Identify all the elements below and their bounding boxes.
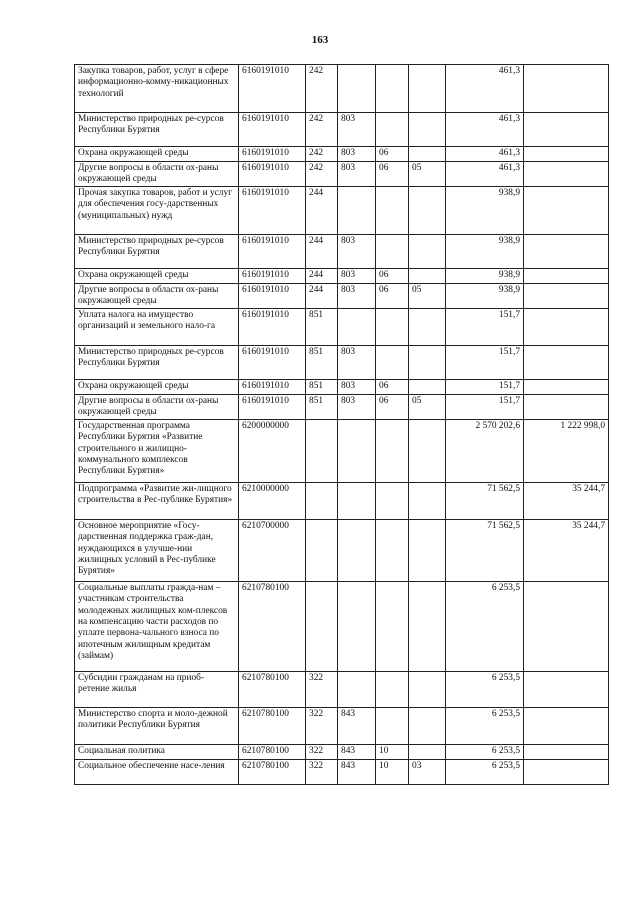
amount-cell: 151,7	[446, 379, 524, 394]
section-cell: 06	[376, 147, 409, 162]
section-cell: 10	[376, 744, 409, 759]
ministry-code-cell: 803	[338, 113, 376, 147]
target-article-cell: 6160191010	[239, 186, 306, 234]
amount-cell: 938,9	[446, 186, 524, 234]
amount-second-cell	[524, 581, 609, 671]
subsection-cell	[409, 147, 446, 162]
amount-cell: 461,3	[446, 162, 524, 187]
ministry-code-cell: 843	[338, 759, 376, 784]
row-name-cell: Охрана окружающей среды	[75, 147, 239, 162]
table-row	[75, 671, 609, 707]
amount-second-cell	[524, 147, 609, 162]
table-row	[75, 759, 609, 784]
target-article-cell: 6210780100	[239, 759, 306, 784]
ministry-code-cell: 803	[338, 379, 376, 394]
row-name-cell: Другие вопросы в области ох-раны окружающей среды	[75, 394, 239, 419]
row-name-cell: Министерство природных ре-сурсов Республики Бурятия	[75, 345, 239, 379]
amount-second-cell: 35 244,7	[524, 519, 609, 581]
section-cell	[376, 707, 409, 744]
target-article-cell: 6210780100	[239, 707, 306, 744]
amount-cell: 151,7	[446, 345, 524, 379]
table-row	[75, 379, 609, 394]
target-article-cell: 6160191010	[239, 113, 306, 147]
expense-type-cell: 322	[306, 744, 338, 759]
table-row	[75, 345, 609, 379]
ministry-code-cell	[338, 671, 376, 707]
expense-type-cell: 242	[306, 65, 338, 113]
amount-second-cell	[524, 394, 609, 419]
table-row	[75, 186, 609, 234]
table-row	[75, 234, 609, 268]
amount-second-cell	[524, 379, 609, 394]
section-cell	[376, 65, 409, 113]
expense-type-cell: 244	[306, 283, 338, 308]
subsection-cell	[409, 419, 446, 482]
row-name-cell: Подпрограмма «Развитие жи-лищного строительства в Рес-публике Бурятия»	[75, 482, 239, 519]
subsection-cell	[409, 234, 446, 268]
amount-cell: 2 570 202,6	[446, 419, 524, 482]
subsection-cell	[409, 707, 446, 744]
table-row	[75, 113, 609, 147]
subsection-cell	[409, 581, 446, 671]
table-row	[75, 707, 609, 744]
row-name-cell: Охрана окружающей среды	[75, 268, 239, 283]
amount-cell: 71 562,5	[446, 519, 524, 581]
row-name-cell: Основное мероприятие «Госу-дарственная поддержка граж-дан, нуждающихся в улучше-нии жилищных условий в Рес-публике Бурятия»	[75, 519, 239, 581]
budget-table	[74, 64, 609, 785]
row-name-cell: Министерство природных ре-сурсов Республики Бурятия	[75, 234, 239, 268]
subsection-cell	[409, 482, 446, 519]
target-article-cell: 6210780100	[239, 581, 306, 671]
row-name-cell: Социальные выплаты гражда-нам – участникам строительства молодежных жилищных ком-плексов на компенсацию части расходов по уплате первона-чального взноса по ипотечным жилищным кредитам (займам)	[75, 581, 239, 671]
amount-second-cell	[524, 234, 609, 268]
table-row	[75, 268, 609, 283]
table-row	[75, 394, 609, 419]
table-row	[75, 744, 609, 759]
subsection-cell	[409, 113, 446, 147]
section-cell: 06	[376, 379, 409, 394]
amount-second-cell	[524, 345, 609, 379]
amount-cell: 461,3	[446, 147, 524, 162]
row-name-cell: Прочая закупка товаров, работ и услуг для обеспечения госу-дарственных (муниципальных) нужд	[75, 186, 239, 234]
amount-second-cell	[524, 65, 609, 113]
amount-second-cell	[524, 744, 609, 759]
ministry-code-cell	[338, 519, 376, 581]
amount-second-cell: 35 244,7	[524, 482, 609, 519]
subsection-cell: 05	[409, 283, 446, 308]
target-article-cell: 6160191010	[239, 345, 306, 379]
subsection-cell: 05	[409, 394, 446, 419]
expense-type-cell: 851	[306, 308, 338, 345]
table-row	[75, 162, 609, 187]
section-cell: 06	[376, 283, 409, 308]
ministry-code-cell: 803	[338, 283, 376, 308]
row-name-cell: Государственная программа Республики Бурятия «Развитие строительного и жилищно-коммунального комплексов Республики Бурятия»	[75, 419, 239, 482]
table-row	[75, 65, 609, 113]
subsection-cell	[409, 379, 446, 394]
row-name-cell: Социальная политика	[75, 744, 239, 759]
ministry-code-cell: 803	[338, 394, 376, 419]
amount-cell: 938,9	[446, 268, 524, 283]
amount-cell: 6 253,5	[446, 707, 524, 744]
table-row	[75, 283, 609, 308]
amount-cell: 461,3	[446, 113, 524, 147]
target-article-cell: 6160191010	[239, 234, 306, 268]
page-number: 163	[311, 34, 329, 46]
ministry-code-cell	[338, 482, 376, 519]
table-row	[75, 581, 609, 671]
target-article-cell: 6160191010	[239, 394, 306, 419]
amount-cell: 938,9	[446, 234, 524, 268]
expense-type-cell	[306, 581, 338, 671]
amount-cell: 151,7	[446, 394, 524, 419]
table-row	[75, 308, 609, 345]
target-article-cell: 6160191010	[239, 147, 306, 162]
expense-type-cell: 851	[306, 379, 338, 394]
expense-type-cell	[306, 482, 338, 519]
row-name-cell: Социальное обеспечение насе-ления	[75, 759, 239, 784]
section-cell	[376, 345, 409, 379]
expense-type-cell: 244	[306, 268, 338, 283]
expense-type-cell: 242	[306, 147, 338, 162]
section-cell	[376, 519, 409, 581]
amount-cell: 71 562,5	[446, 482, 524, 519]
subsection-cell	[409, 65, 446, 113]
subsection-cell	[409, 744, 446, 759]
section-cell	[376, 419, 409, 482]
section-cell	[376, 113, 409, 147]
subsection-cell: 03	[409, 759, 446, 784]
section-cell: 10	[376, 759, 409, 784]
target-article-cell: 6200000000	[239, 419, 306, 482]
section-cell	[376, 234, 409, 268]
amount-second-cell	[524, 707, 609, 744]
ministry-code-cell: 803	[338, 234, 376, 268]
expense-type-cell	[306, 419, 338, 482]
target-article-cell: 6210000000	[239, 482, 306, 519]
amount-second-cell	[524, 186, 609, 234]
amount-second-cell	[524, 759, 609, 784]
table-row	[75, 482, 609, 519]
amount-cell: 6 253,5	[446, 581, 524, 671]
subsection-cell	[409, 345, 446, 379]
section-cell	[376, 671, 409, 707]
amount-second-cell	[524, 671, 609, 707]
row-name-cell: Закупка товаров, работ, услуг в сфере информационно-комму-никационных технологий	[75, 65, 239, 113]
expense-type-cell: 322	[306, 759, 338, 784]
section-cell: 06	[376, 394, 409, 419]
ministry-code-cell: 803	[338, 345, 376, 379]
table-row	[75, 419, 609, 482]
target-article-cell: 6160191010	[239, 308, 306, 345]
expense-type-cell: 244	[306, 234, 338, 268]
amount-second-cell	[524, 113, 609, 147]
section-cell: 06	[376, 268, 409, 283]
amount-second-cell	[524, 162, 609, 187]
subsection-cell	[409, 186, 446, 234]
target-article-cell: 6160191010	[239, 283, 306, 308]
amount-cell: 461,3	[446, 65, 524, 113]
target-article-cell: 6210780100	[239, 744, 306, 759]
section-cell	[376, 186, 409, 234]
ministry-code-cell	[338, 186, 376, 234]
ministry-code-cell: 803	[338, 268, 376, 283]
amount-second-cell	[524, 283, 609, 308]
ministry-code-cell: 803	[338, 147, 376, 162]
expense-type-cell	[306, 519, 338, 581]
amount-second-cell	[524, 308, 609, 345]
ministry-code-cell	[338, 308, 376, 345]
ministry-code-cell	[338, 419, 376, 482]
target-article-cell: 6210700000	[239, 519, 306, 581]
subsection-cell: 05	[409, 162, 446, 187]
subsection-cell	[409, 519, 446, 581]
target-article-cell: 6160191010	[239, 379, 306, 394]
target-article-cell: 6160191010	[239, 268, 306, 283]
row-name-cell: Министерство спорта и моло-дежной политики Республики Бурятия	[75, 707, 239, 744]
table-row	[75, 147, 609, 162]
amount-second-cell	[524, 268, 609, 283]
target-article-cell: 6160191010	[239, 65, 306, 113]
section-cell: 06	[376, 162, 409, 187]
row-name-cell: Другие вопросы в области ох-раны окружающей среды	[75, 283, 239, 308]
expense-type-cell: 322	[306, 671, 338, 707]
amount-cell: 6 253,5	[446, 671, 524, 707]
subsection-cell	[409, 308, 446, 345]
row-name-cell: Субсидии гражданам на приоб-ретение жилья	[75, 671, 239, 707]
ministry-code-cell: 803	[338, 162, 376, 187]
amount-cell: 6 253,5	[446, 744, 524, 759]
amount-cell: 151,7	[446, 308, 524, 345]
row-name-cell: Уплата налога на имущество организаций и земельного нало-га	[75, 308, 239, 345]
ministry-code-cell: 843	[338, 707, 376, 744]
section-cell	[376, 581, 409, 671]
ministry-code-cell: 843	[338, 744, 376, 759]
expense-type-cell: 851	[306, 394, 338, 419]
subsection-cell	[409, 671, 446, 707]
row-name-cell: Министерство природных ре-сурсов Республики Бурятия	[75, 113, 239, 147]
row-name-cell: Другие вопросы в области ох-раны окружающей среды	[75, 162, 239, 187]
subsection-cell	[409, 268, 446, 283]
amount-cell: 6 253,5	[446, 759, 524, 784]
table-row	[75, 519, 609, 581]
target-article-cell: 6160191010	[239, 162, 306, 187]
amount-cell: 938,9	[446, 283, 524, 308]
row-name-cell: Охрана окружающей среды	[75, 379, 239, 394]
expense-type-cell: 851	[306, 345, 338, 379]
amount-second-cell: 1 222 998,0	[524, 419, 609, 482]
expense-type-cell: 242	[306, 113, 338, 147]
budget-table-body	[75, 65, 609, 785]
ministry-code-cell	[338, 581, 376, 671]
expense-type-cell: 244	[306, 186, 338, 234]
section-cell	[376, 308, 409, 345]
expense-type-cell: 322	[306, 707, 338, 744]
expense-type-cell: 242	[306, 162, 338, 187]
target-article-cell: 6210780100	[239, 671, 306, 707]
ministry-code-cell	[338, 65, 376, 113]
section-cell	[376, 482, 409, 519]
